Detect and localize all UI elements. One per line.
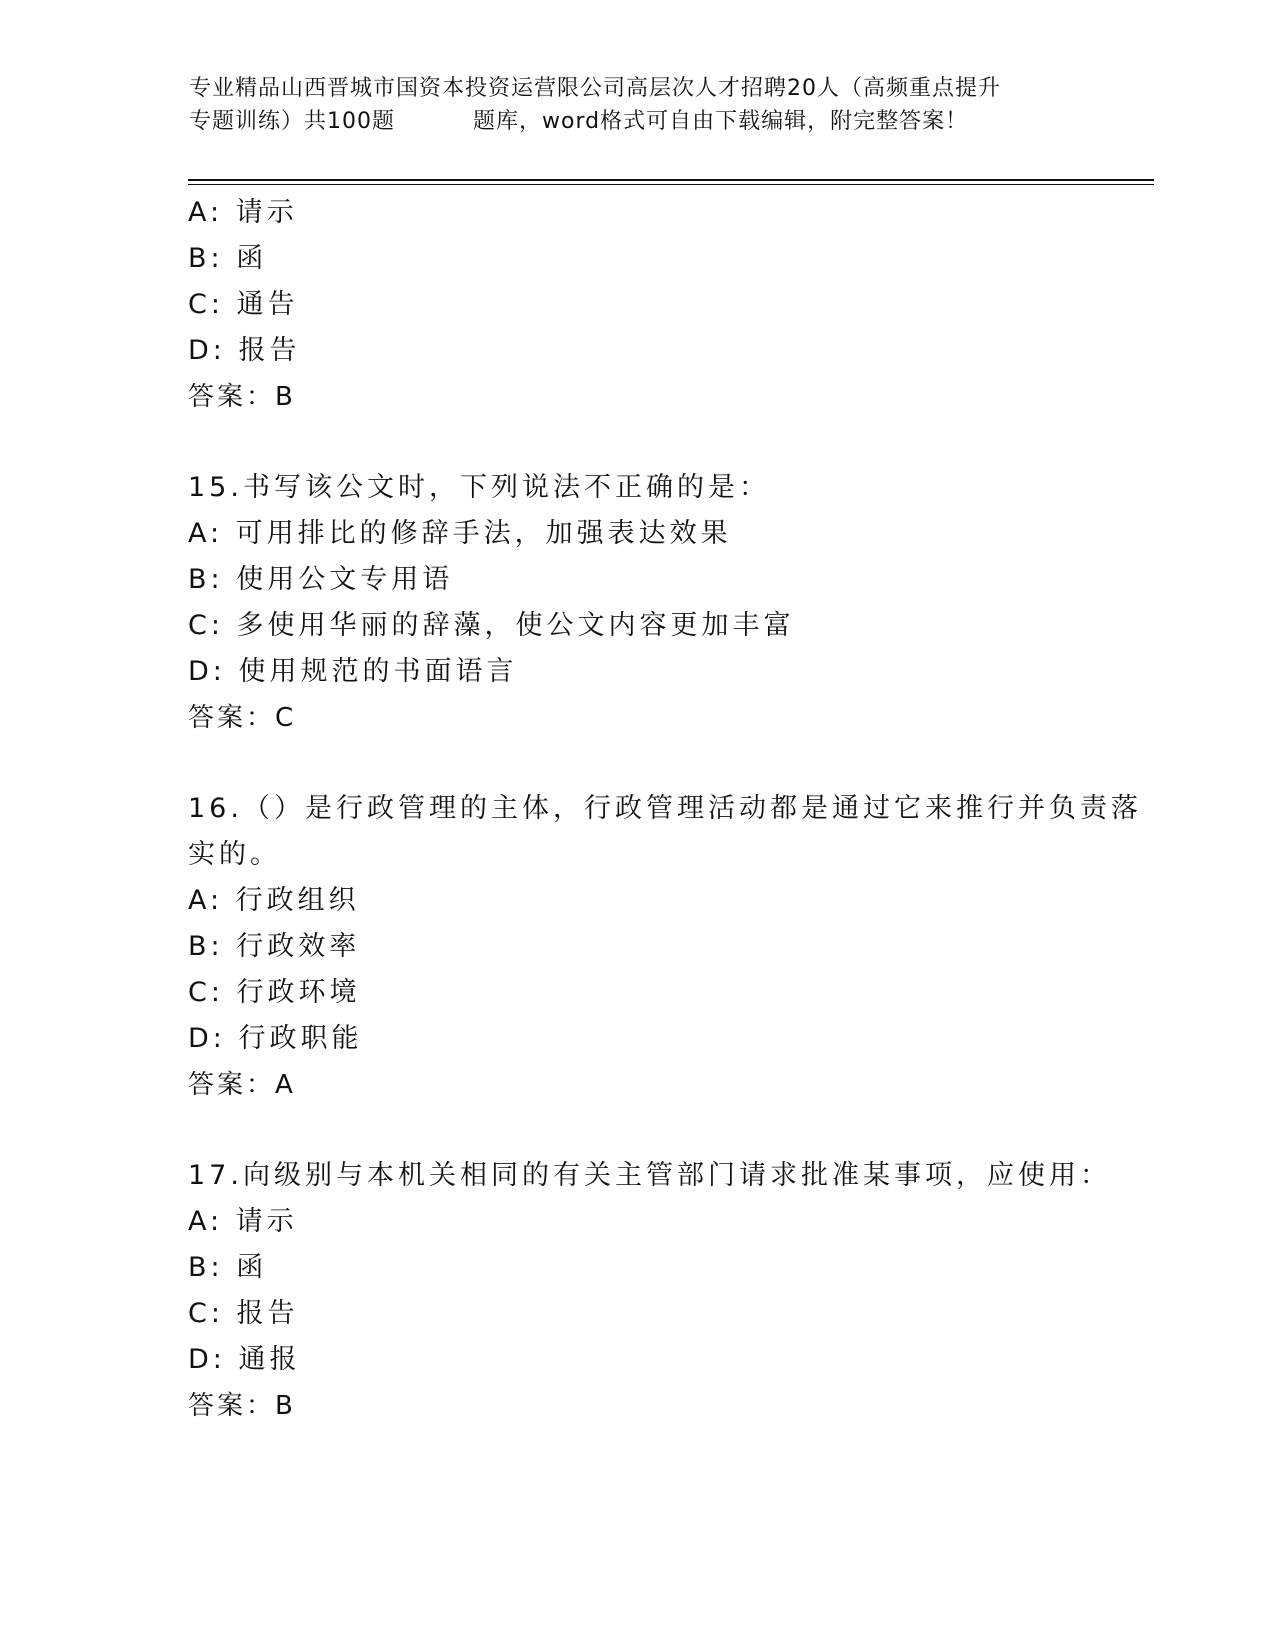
answer-key: 答案：C (188, 703, 297, 733)
header-line-2b: 题库，word格式可自由下载编辑，附完整答案！ (473, 109, 969, 134)
question-15 (188, 465, 1088, 741)
option-d: D: 通报 (188, 1344, 301, 1375)
option-b: B: 行政效率 (188, 931, 361, 962)
option-a: A: 请示 (188, 1206, 298, 1237)
answer-key: 答案：B (188, 382, 296, 412)
answer-key: 答案：A (188, 1070, 296, 1100)
option-a: A: 可用排比的修辞手法，加强表达效果 (188, 518, 732, 549)
option-b: B: 函 (188, 1252, 268, 1283)
header-rule-thick (188, 179, 1154, 181)
option-c: C: 行政环境 (188, 977, 361, 1008)
answer-key: 答案：B (188, 1391, 296, 1421)
question-14-tail (188, 190, 1088, 420)
option-b: B: 使用公文专用语 (188, 564, 454, 595)
option-d: D: 行政职能 (188, 1023, 363, 1054)
option-c: C: 通告 (188, 289, 299, 320)
question-text-line-2: 实的。 (188, 839, 281, 870)
question-text-line-1: 16.（）是行政管理的主体，行政管理活动都是通过它来推行并负责落 (188, 793, 1142, 824)
question-17 (188, 1153, 1111, 1429)
option-b: B: 函 (188, 243, 268, 274)
header-line-2a: 专题训练）共100题 (189, 109, 395, 134)
question-text: 17.向级别与本机关相同的有关主管部门请求批准某事项，应使用： (188, 1160, 1111, 1191)
header-line-1: 专业精品山西晋城市国资本投资运营限公司高层次人才招聘20人（高频重点提升 (189, 76, 1001, 101)
question-16 (188, 786, 1142, 1108)
option-a: A: 行政组织 (188, 885, 360, 916)
header-line-2 (189, 105, 1089, 138)
header-rule-thin (188, 184, 1154, 185)
option-c: C: 报告 (188, 1298, 299, 1329)
question-list (188, 190, 1142, 1429)
option-d: D: 使用规范的书面语言 (188, 656, 518, 687)
question-text: 15.书写该公文时，下列说法不正确的是： (188, 472, 770, 503)
option-d: D: 报告 (188, 335, 301, 366)
option-a: A: 请示 (188, 197, 298, 228)
option-c: C: 多使用华丽的辞藻，使公文内容更加丰富 (188, 610, 795, 641)
document-header (189, 72, 1089, 138)
